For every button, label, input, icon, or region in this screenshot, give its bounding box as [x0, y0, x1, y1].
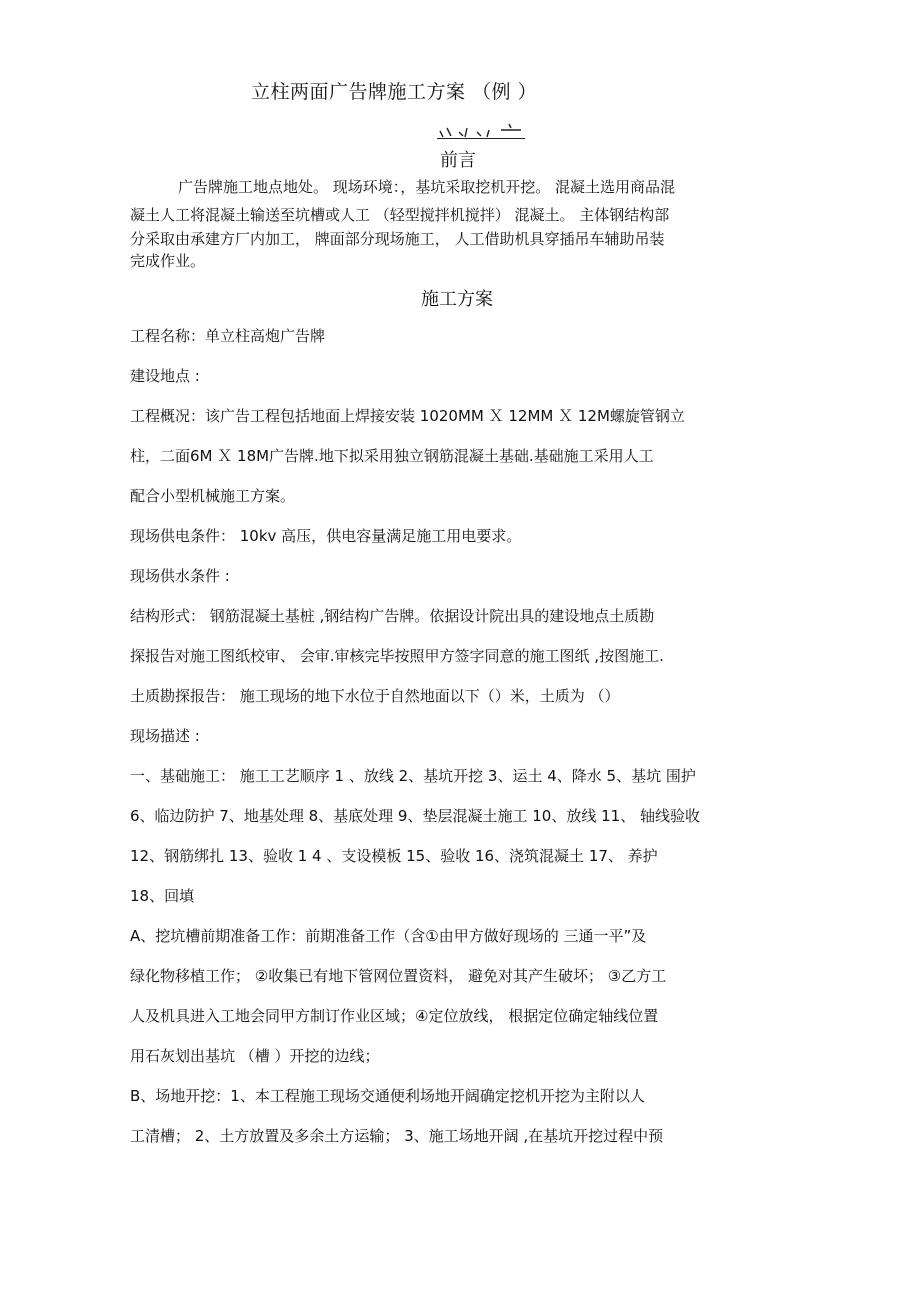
- body-line: 12、钢筋绑扎 13、验收 1 4 、支设模板 15、验收 16、浇筑混凝土 17、 养护: [130, 847, 658, 865]
- document-title: 立柱两面广告牌施工方案 （例 ）: [251, 81, 538, 103]
- body-line: 6、临边防护 7、地基处理 8、基底处理 9、垫层混凝土施工 10、放线 11、 轴线验收: [130, 807, 700, 825]
- body-line: B、场地开挖：1、本工程施工现场交通便利场地开阔确定挖机开挖为主附以人: [130, 1087, 645, 1105]
- body-line: 结构形式： 钢筋混凝土基桩 ,钢结构广告牌。依据设计院出具的建设地点土质勘: [130, 607, 655, 625]
- preface-line: 广告牌施工地点地处。 现场环境：，基坑采取挖机开挖。 混凝土选用商品混: [178, 178, 676, 196]
- body-line: 18、回填: [130, 887, 195, 905]
- garbled-text-artifact: [437, 122, 525, 140]
- body-line: 建设地点 :: [130, 367, 200, 385]
- body-line: 工程概况：该广告工程包括地面上焊接安装 1020MM Ｘ 12MM Ｘ 12M螺旋管钢立: [130, 407, 685, 425]
- preface-heading: 前言: [440, 150, 476, 171]
- body-line: 现场描述 :: [130, 727, 200, 745]
- body-line: 探报告对施工图纸校审、 会审.审核完毕按照甲方签字同意的施工图纸 ,按图施工.: [130, 647, 664, 665]
- body-line: 工程名称：单立柱高炮广告牌: [130, 327, 326, 345]
- body-line: 人及机具进入工地会同甲方制订作业区域；④定位放线， 根据定位确定轴线位置: [130, 1007, 659, 1025]
- body-line: 配合小型机械施工方案。: [130, 487, 296, 505]
- body-line: 绿化物移植工作； ②收集已有地下管网位置资料， 避免对其产生破坏； ③乙方工: [130, 967, 667, 985]
- preface-line: 分采取由承建方厂内加工， 牌面部分现场施工， 人工借助机具穿插吊车辅助吊装: [130, 230, 665, 248]
- body-line: 工清槽； 2、土方放置及多余土方运输； 3、施工场地开阔 ,在基坑开挖过程中预: [130, 1127, 664, 1145]
- body-line: 现场供水条件 :: [130, 567, 230, 585]
- body-line: 土质勘探报告： 施工现场的地下水位于自然地面以下（）米，土质为 （）: [130, 687, 620, 705]
- preface-line: 完成作业。: [130, 252, 206, 270]
- body-line: 一、基础施工： 施工工艺顺序 1 、放线 2、基坑开挖 3、运土 4、降水 5、基坑 围护: [130, 767, 696, 785]
- plan-heading: 施工方案: [421, 289, 493, 310]
- body-line: 用石灰划出基坑 （槽 ）开挖的边线；: [130, 1047, 380, 1065]
- body-line: 现场供电条件： 10kv 高压，供电容量满足施工用电要求。: [130, 527, 522, 545]
- preface-line: 凝土人工将混凝土输送至坑槽或人工 （轻型搅拌机搅拌） 混凝土。 主体钢结构部: [130, 206, 670, 224]
- body-line: 柱，二面6M Ｘ 18M广告牌.地下拟采用独立钢筋混凝土基础.基础施工采用人工: [130, 447, 654, 465]
- body-line: A、挖坑槽前期准备工作：前期准备工作（含①由甲方做好现场的 三通一平”及: [130, 927, 647, 945]
